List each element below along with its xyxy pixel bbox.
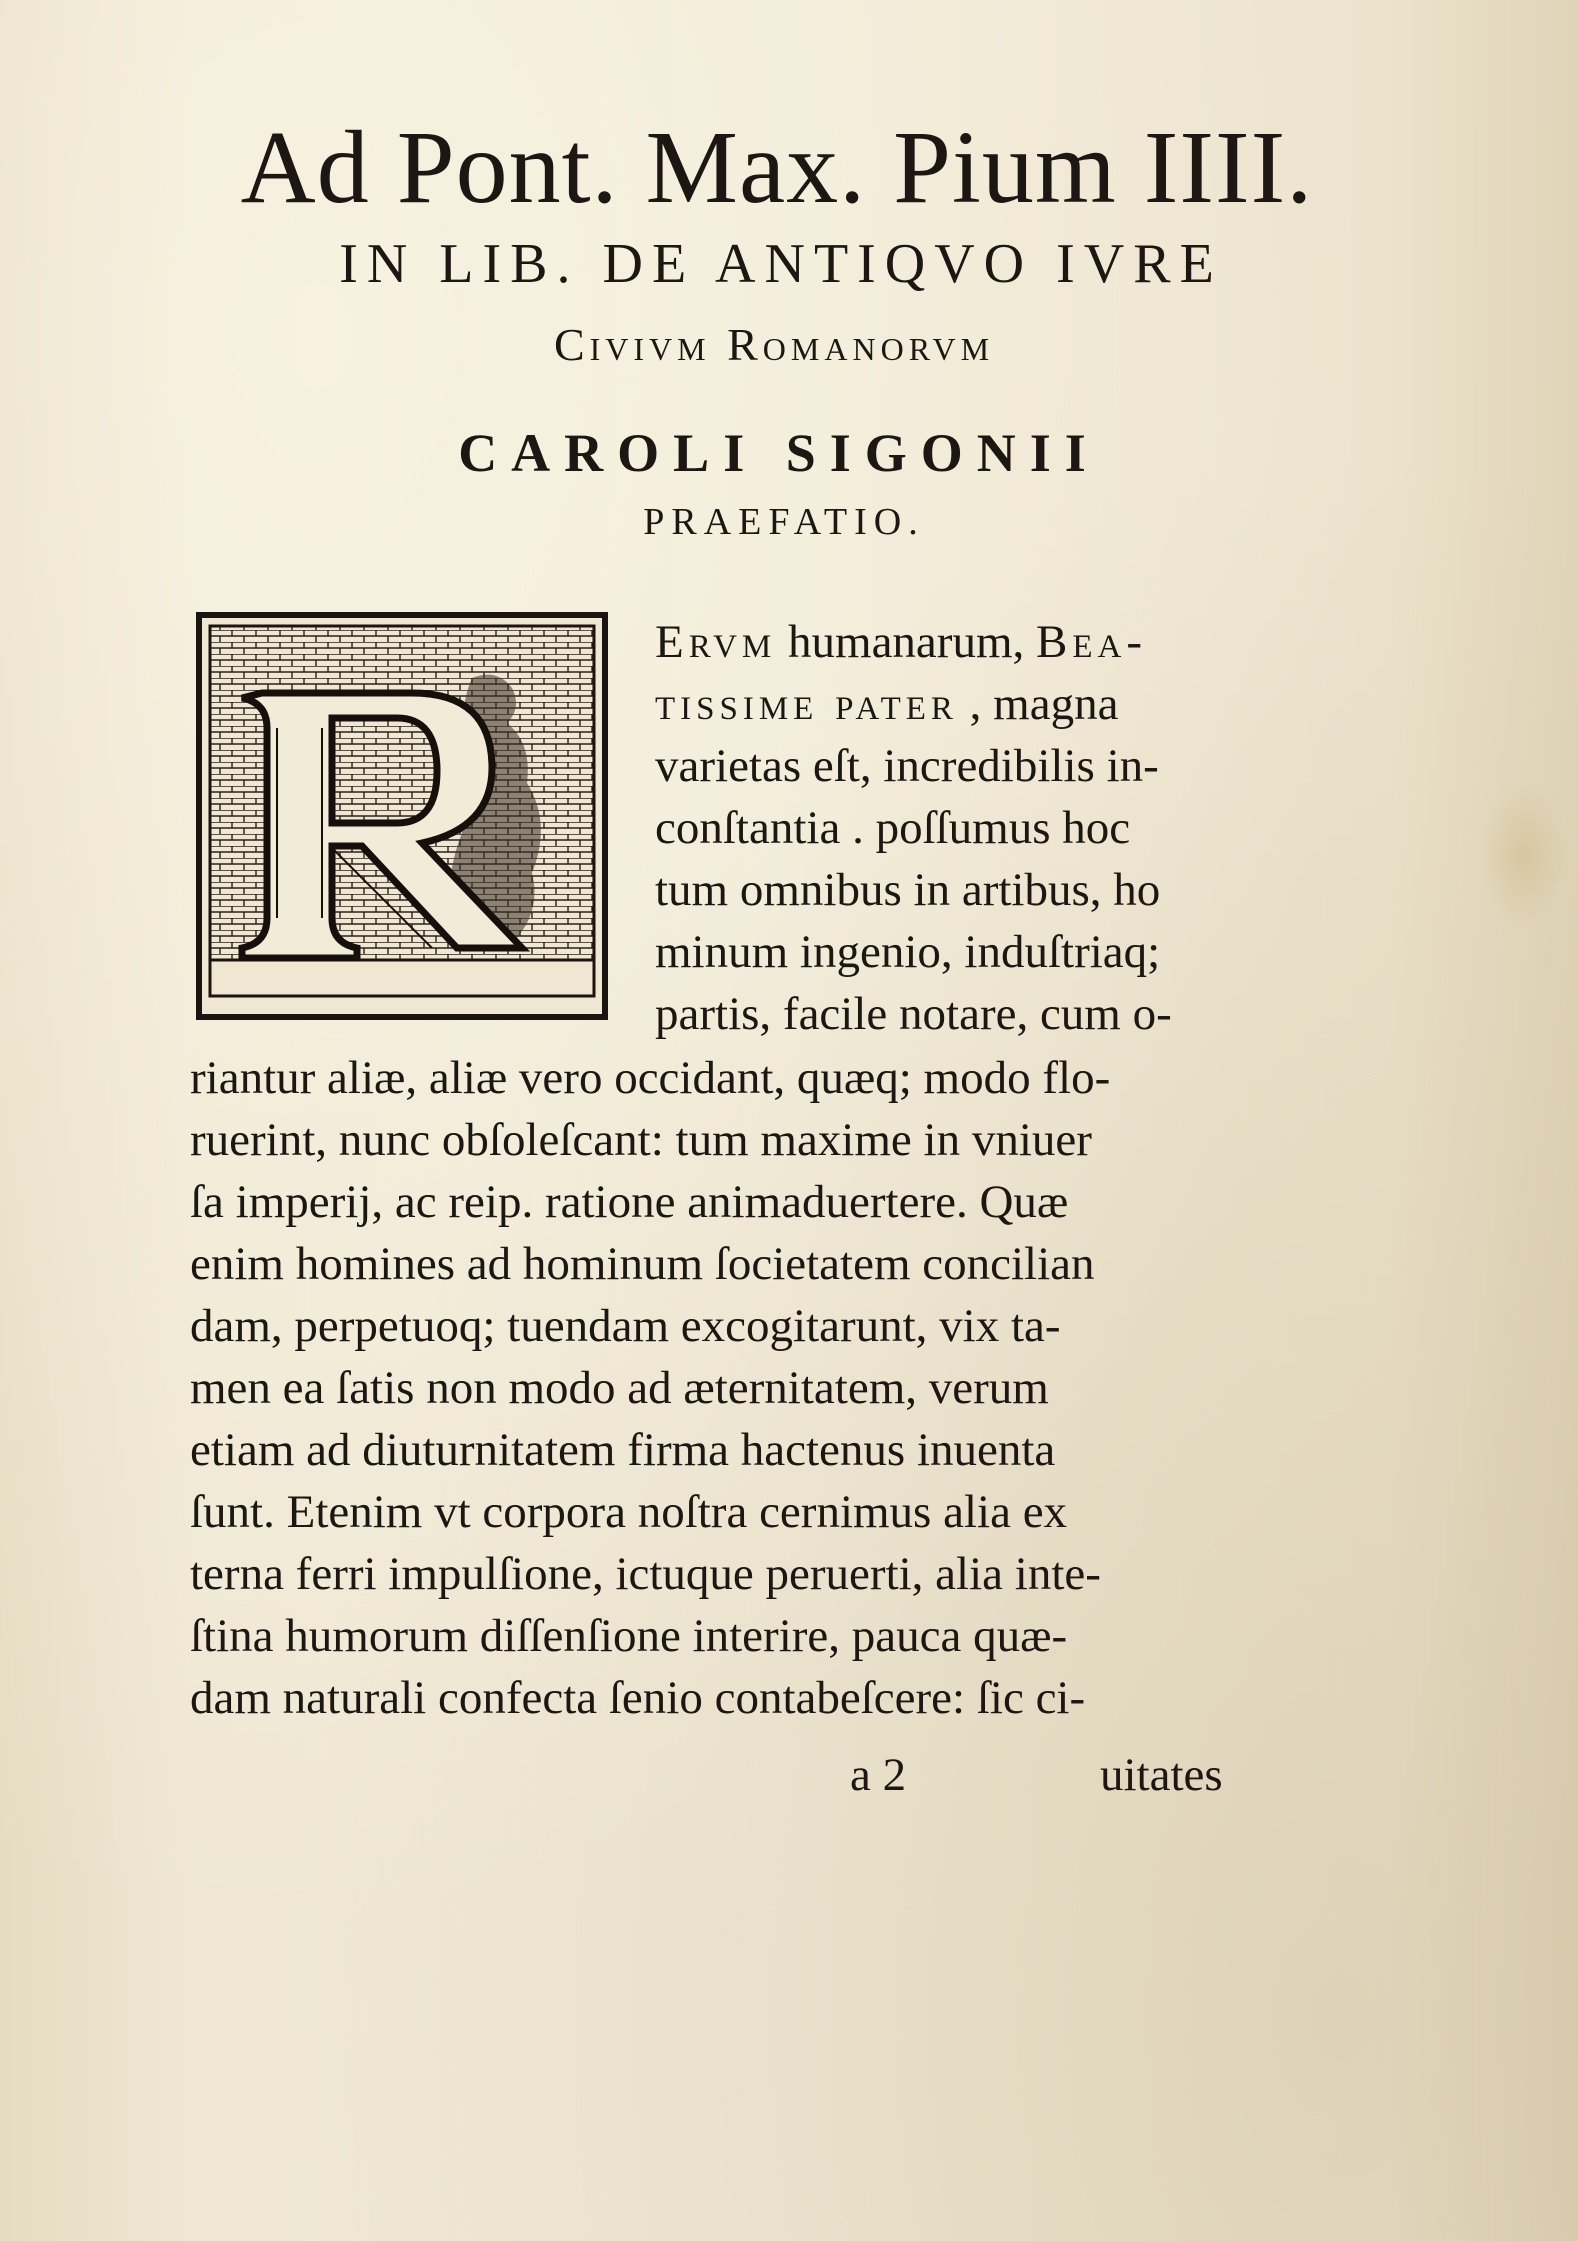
paper-stain (1478, 780, 1568, 930)
text-line: dam, perpetuoq; tuendam excogitarunt, vix ta- (190, 1300, 1061, 1352)
text-line: etiam ad diuturnitatem firma hactenus inuenta (190, 1424, 1056, 1476)
text-line: partis, facile notare, cum o- (655, 988, 1172, 1040)
text-line: tum omnibus in artibus, ho (655, 864, 1161, 916)
signature-mark: a 2 (850, 1749, 907, 1801)
page-subtitle-line3: Civivm Romanorvm (553, 319, 995, 370)
text-line: Ervm humanarum, Bea- (655, 616, 1148, 668)
text-line: tissime pater , magna (655, 678, 1119, 730)
text-line: ruerint, nunc obſoleſcant: tum maxime in vniuer (190, 1114, 1092, 1166)
text-line: conſtantia . poſſumus hoc (655, 802, 1131, 854)
page-subtitle: IN LIB. DE ANTIQVO IVRE (339, 233, 1223, 295)
text-line: dam naturali confecta ſenio contabeſcere: ſic ci- (190, 1672, 1086, 1724)
page-title: Ad Pont. Max. Pium IIII. (240, 110, 1314, 225)
text-line: ſunt. Etenim vt corpora noſtra cernimus alia ex (190, 1486, 1068, 1538)
text-line: minum ingenio, induſtriaq; (655, 926, 1161, 978)
catchword: uitates (1100, 1749, 1223, 1801)
text-line: riantur aliæ, aliæ vero occidant, quæq; modo flo- (190, 1052, 1111, 1104)
text-line: enim homines ad hominum ſocietatem concilian (190, 1238, 1095, 1290)
text-line: ſtina humorum diſſenſione interire, pauca quæ- (190, 1610, 1068, 1662)
author-name: CAROLI SIGONII (458, 423, 1100, 483)
text-line: men ea ſatis non modo ad æternitatem, verum (190, 1362, 1049, 1414)
text-line: ſa imperij, ac reip. ratione animaduertere. Quæ (190, 1176, 1069, 1228)
text-line: varietas eſt, incredibilis in- (655, 740, 1159, 792)
text-line: terna ferri impulſione, ictuque peruerti, alia inte- (190, 1548, 1101, 1600)
section-heading: PRAEFATIO. (643, 501, 925, 543)
decorated-initial-r-icon (196, 612, 608, 1020)
